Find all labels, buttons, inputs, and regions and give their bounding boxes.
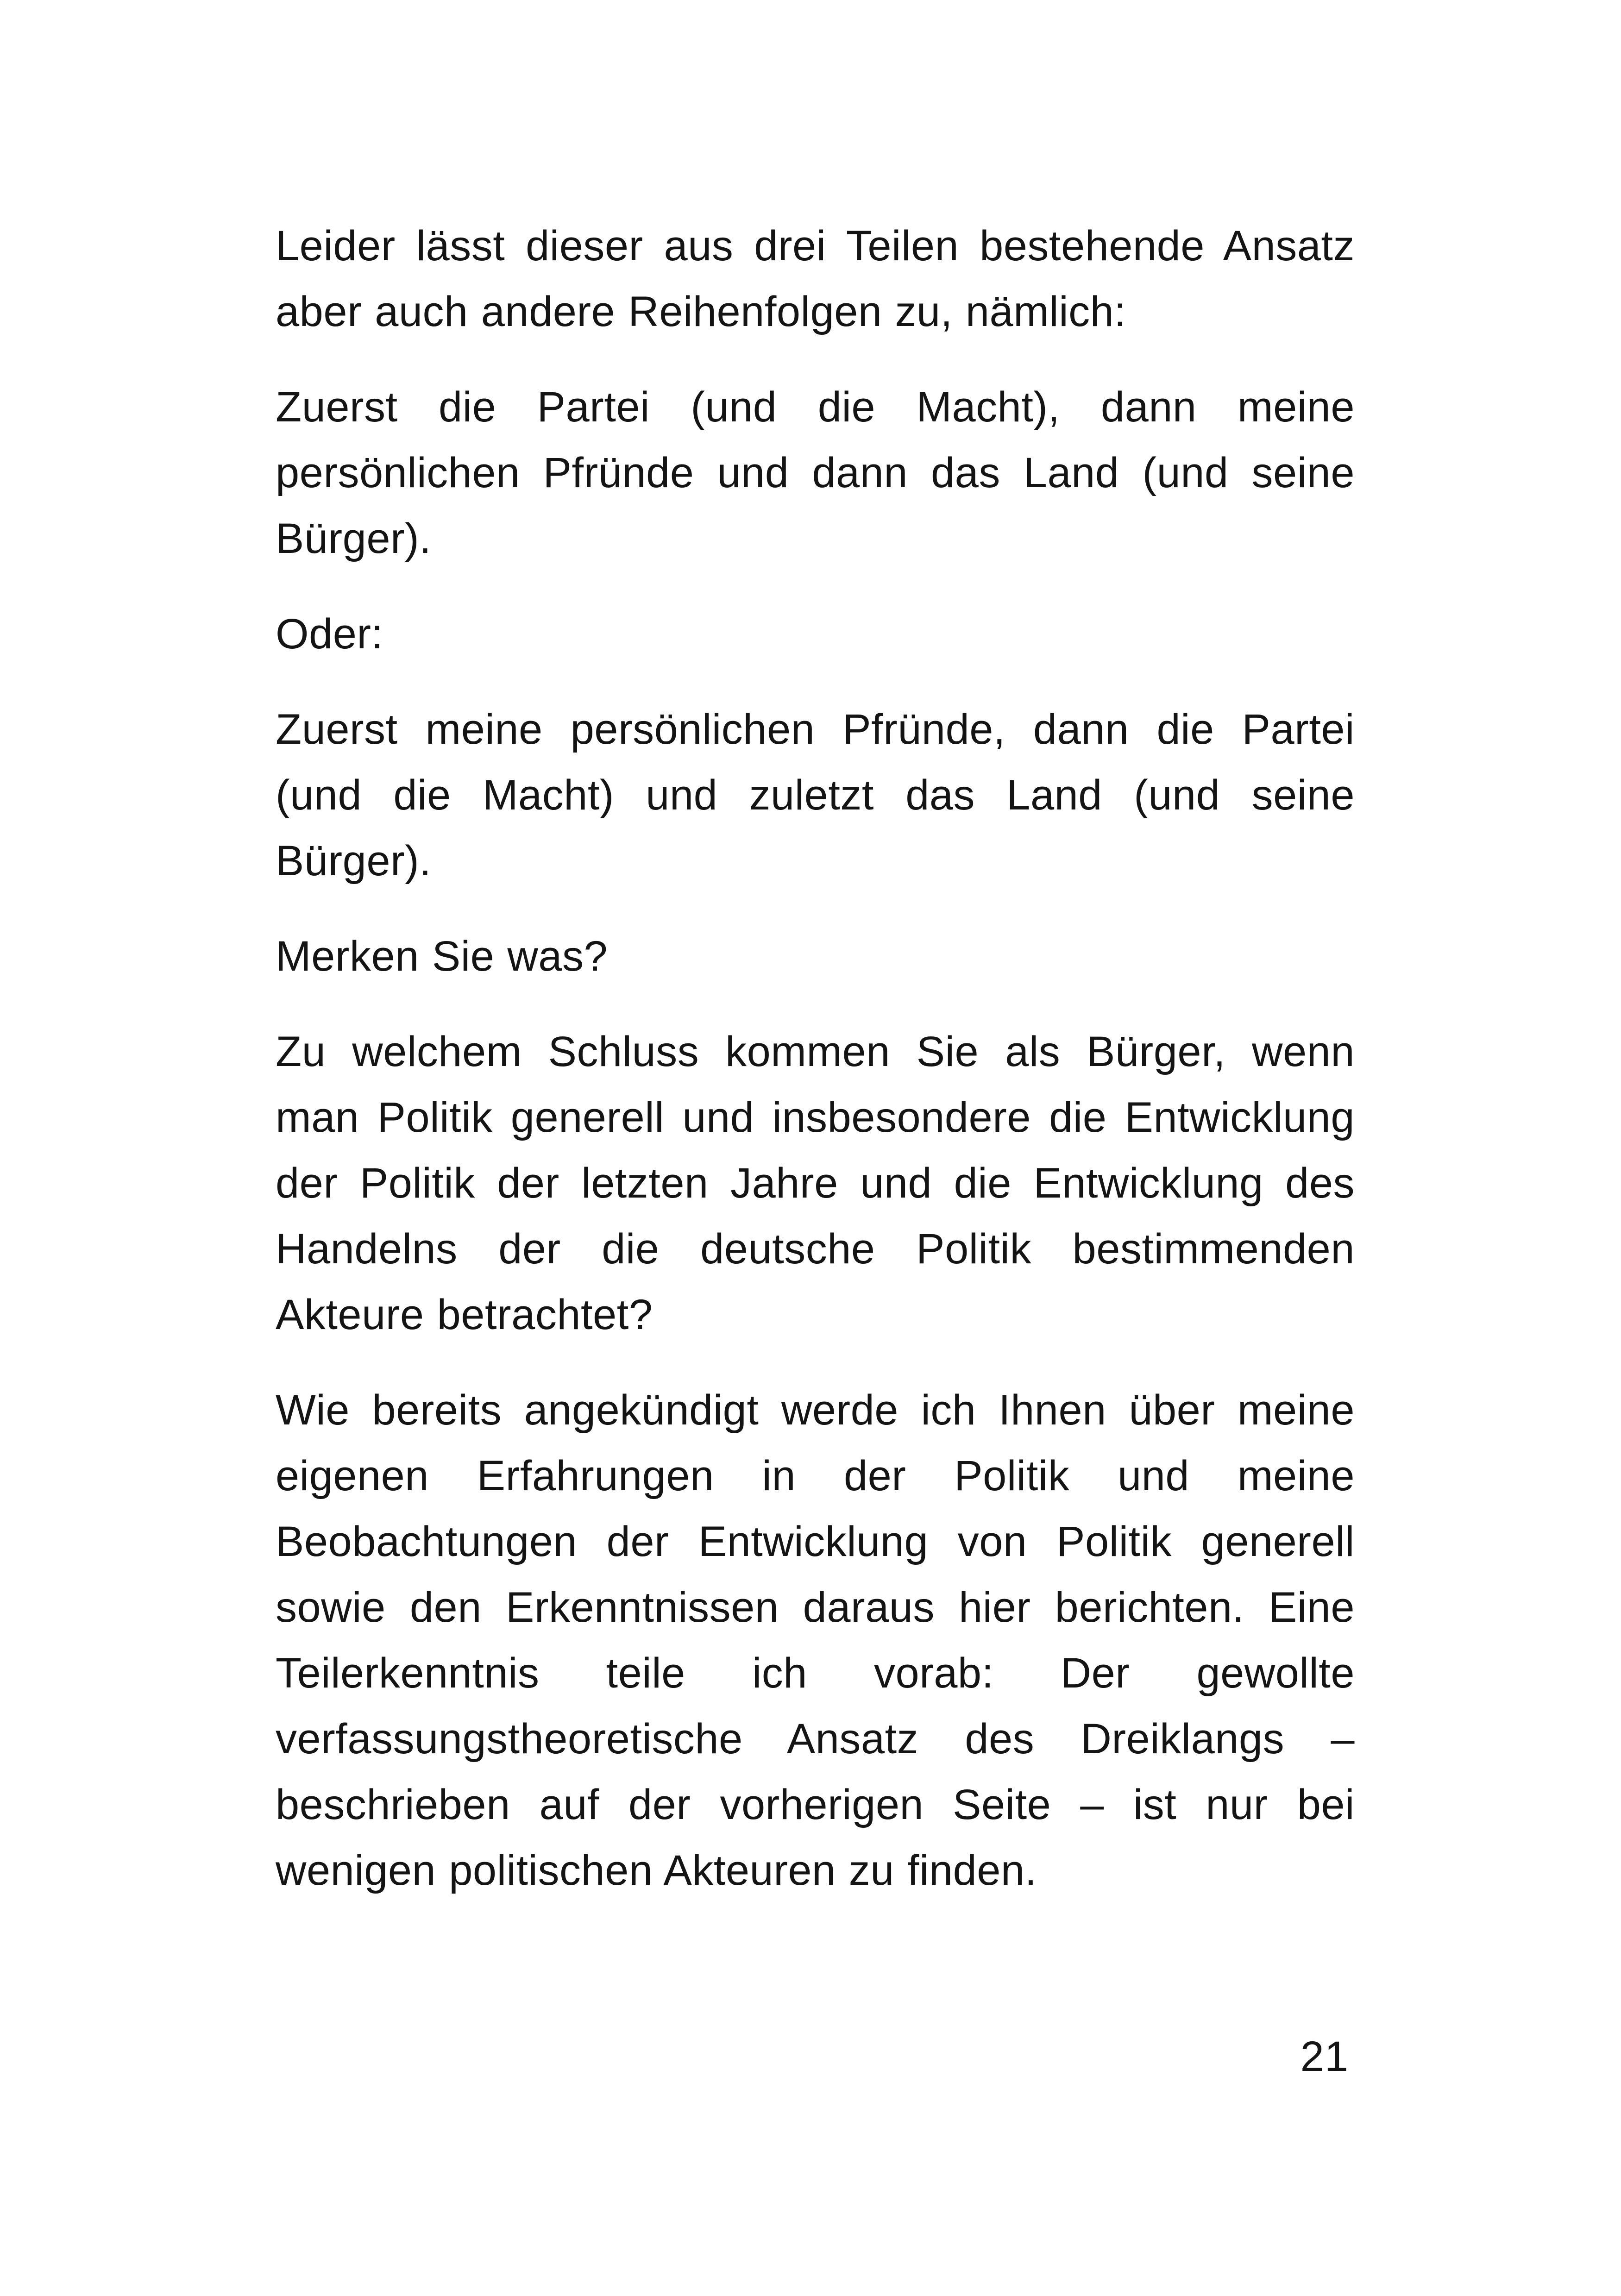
paragraph-or: Oder: xyxy=(276,610,383,658)
body-text xyxy=(276,213,1355,1933)
paragraph-party-first: Zuerst die Partei (und die Macht), dann meine persönlichen Pfründe und dann das Land (und seine Bürger). xyxy=(276,383,1355,562)
paragraph-benefices-first: Zuerst meine persönlichen Pfründe, dann die Partei (und die Macht) und zuletzt das Land (und seine Bürger). xyxy=(276,706,1355,885)
paragraph-announcement: Wie bereits angekündigt werde ich Ihnen über meine eigenen Erfahrungen in der Politik und meine Beobachtungen der Entwicklung von Politik generell sowie den Erkenntnissen daraus hier berichten. Eine Teilerkenntnis teile ich vorab: Der gewollte verfassungstheoretische Ansatz des Dreiklangs – beschrieben auf der vorherigen Seite – ist nur bei wenigen politischen Akteuren zu finden. xyxy=(276,1386,1355,1894)
paragraph-conclusion-question: Zu welchem Schluss kommen Sie als Bürger, wenn man Politik generell und insbesondere die Entwicklung der Politik der letzten Jahre und die Entwicklung des Handelns der die deutsche Politik bestimmenden Akteure betrachtet? xyxy=(276,1028,1355,1338)
paragraph-alternative-orders: Leider lässt dieser aus drei Teilen bestehende Ansatz aber auch andere Reihenfolgen zu, nämlich: xyxy=(276,222,1355,335)
paragraph-notice-question: Merken Sie was? xyxy=(276,933,608,980)
page-number: 21 xyxy=(1300,2033,1349,2080)
